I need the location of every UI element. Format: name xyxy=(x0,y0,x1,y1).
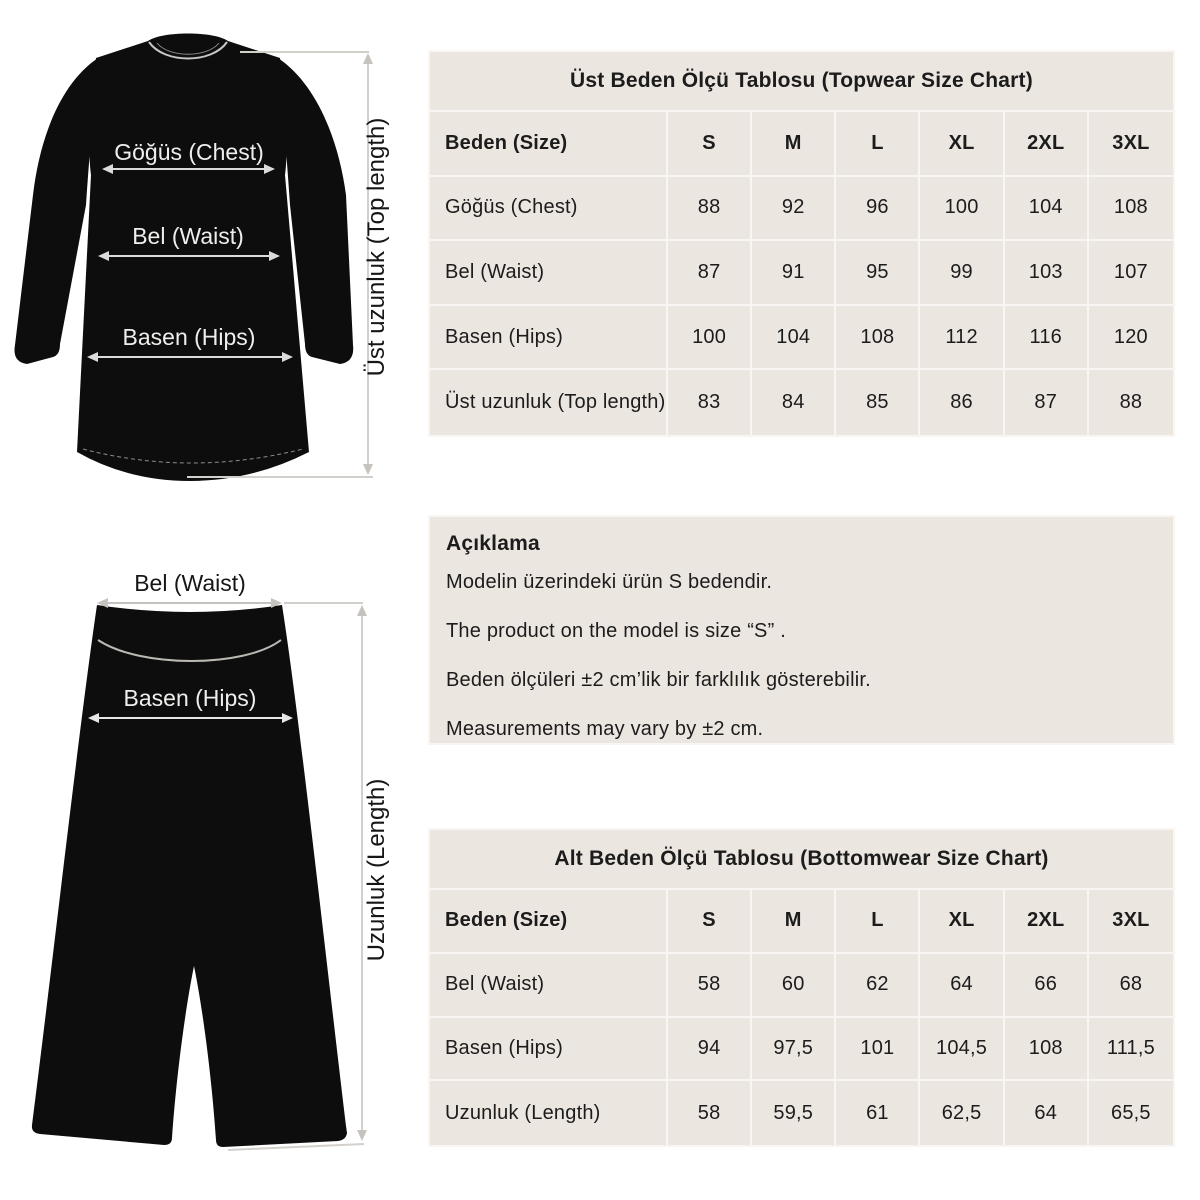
column-header-m: M xyxy=(752,890,836,954)
bottomwear-table-grid xyxy=(430,890,1173,1145)
table-cell: 60 xyxy=(752,954,836,1018)
table-cell: 58 xyxy=(668,1081,752,1145)
table-cell: 94 xyxy=(668,1018,752,1082)
table-cell: 68 xyxy=(1089,954,1173,1018)
notes-line-en-size: The product on the model is size “S” . xyxy=(446,620,786,642)
table-cell: 108 xyxy=(1005,1018,1089,1082)
row-label-hips: Basen (Hips) xyxy=(430,306,668,371)
table-cell: 108 xyxy=(1089,177,1173,242)
row-label-chest: Göğüs (Chest) xyxy=(430,177,668,242)
table-cell: 104,5 xyxy=(920,1018,1004,1082)
notes-line-en-tolerance: Measurements may vary by ±2 cm. xyxy=(446,718,764,740)
notes-line-tr-tolerance: Beden ölçüleri ±2 cm’lik bir farklılık gösterebilir. xyxy=(446,669,871,691)
column-header-xl: XL xyxy=(920,890,1004,954)
table-cell: 84 xyxy=(752,370,836,435)
table-cell: 86 xyxy=(920,370,1004,435)
table-cell: 99 xyxy=(920,241,1004,306)
table-cell: 116 xyxy=(1005,306,1089,371)
row-label-hips: Basen (Hips) xyxy=(430,1018,668,1082)
pants-waist-arrow xyxy=(97,598,282,608)
table-cell: 87 xyxy=(1005,370,1089,435)
topwear-size-table xyxy=(428,50,1175,437)
hips-label: Basen (Hips) xyxy=(122,324,256,350)
column-header-size: Beden (Size) xyxy=(430,890,668,954)
table-cell: 95 xyxy=(836,241,920,306)
table-cell: 83 xyxy=(668,370,752,435)
table-cell: 87 xyxy=(668,241,752,306)
column-header-3xl: 3XL xyxy=(1089,890,1173,954)
column-header-xl: XL xyxy=(920,112,1004,177)
table-cell: 64 xyxy=(1005,1081,1089,1145)
tunic-silhouette xyxy=(15,34,354,482)
column-header-s: S xyxy=(668,112,752,177)
row-label-length: Uzunluk (Length) xyxy=(430,1081,668,1145)
pants-length-label: Uzunluk (Length) xyxy=(363,778,390,962)
table-cell: 88 xyxy=(668,177,752,242)
table-cell: 108 xyxy=(836,306,920,371)
pants-hips-label: Basen (Hips) xyxy=(123,685,257,711)
column-header-m: M xyxy=(752,112,836,177)
row-label-waist: Bel (Waist) xyxy=(430,954,668,1018)
top-length-label: Üst uzunluk (Top length) xyxy=(363,117,390,377)
table-cell: 92 xyxy=(752,177,836,242)
table-cell: 101 xyxy=(836,1018,920,1082)
table-cell: 97,5 xyxy=(752,1018,836,1082)
table-cell: 61 xyxy=(836,1081,920,1145)
topwear-table-grid xyxy=(430,112,1173,435)
topwear-table-title: Üst Beden Ölçü Tablosu (Topwear Size Chart) xyxy=(430,52,1173,112)
notes-title: Açıklama xyxy=(446,532,540,555)
table-cell: 58 xyxy=(668,954,752,1018)
table-cell: 65,5 xyxy=(1111,1101,1151,1124)
table-cell: 104 xyxy=(752,306,836,371)
column-header-3xl: 3XL xyxy=(1089,112,1173,177)
table-cell: 103 xyxy=(1005,241,1089,306)
row-label-waist: Bel (Waist) xyxy=(430,241,668,306)
table-cell: 104 xyxy=(1005,177,1089,242)
topwear-illustration xyxy=(0,0,420,512)
table-cell: 100 xyxy=(668,306,752,371)
table-cell: 111,5 xyxy=(1089,1018,1173,1082)
row-label-top-length: Üst uzunluk (Top length) xyxy=(430,370,668,435)
table-cell: 88 xyxy=(1119,391,1143,414)
table-cell: 66 xyxy=(1005,954,1089,1018)
table-cell: 62,5 xyxy=(920,1081,1004,1145)
column-header-2xl: 2XL xyxy=(1005,112,1089,177)
table-cell: 112 xyxy=(920,306,1004,371)
bottomwear-size-table xyxy=(428,828,1175,1147)
bottomwear-table-title: Alt Beden Ölçü Tablosu (Bottomwear Size Chart) xyxy=(430,830,1173,890)
chest-label: Göğüs (Chest) xyxy=(114,139,264,165)
table-cell: 85 xyxy=(836,370,920,435)
table-cell: 96 xyxy=(836,177,920,242)
table-cell: 91 xyxy=(752,241,836,306)
table-cell: 64 xyxy=(920,954,1004,1018)
column-header-2xl: 2XL xyxy=(1005,890,1089,954)
column-header-s: S xyxy=(668,890,752,954)
column-header-size: Beden (Size) xyxy=(430,112,668,177)
column-header-l: L xyxy=(836,890,920,954)
table-cell: 107 xyxy=(1089,241,1173,306)
table-cell: 100 xyxy=(920,177,1004,242)
table-cell: 120 xyxy=(1089,306,1173,371)
bottomwear-illustration xyxy=(0,540,420,1200)
notes-line-tr-size: Modelin üzerindeki ürün S bedendir. xyxy=(446,571,773,593)
notes-box xyxy=(428,515,1175,745)
table-cell: 59,5 xyxy=(752,1081,836,1145)
waist-label: Bel (Waist) xyxy=(132,223,244,249)
table-cell: 62 xyxy=(836,954,920,1018)
column-header-l: L xyxy=(836,112,920,177)
pants-waist-label: Bel (Waist) xyxy=(134,570,246,596)
